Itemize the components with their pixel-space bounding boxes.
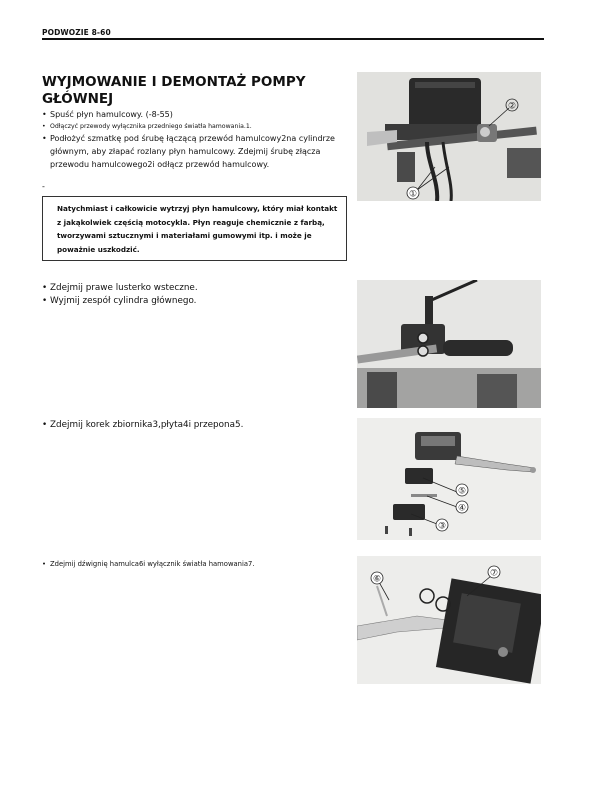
callout-7: ⑦ xyxy=(489,568,499,579)
step-remove-reservoir-cap: • Zdejmij korek zbiornika3,płyta4i przepona5. xyxy=(42,419,342,432)
section-title: WYJMOWANIE I DEMONTAŻ POMPY GŁÓWNEJ xyxy=(42,74,306,107)
photo-lever-switch xyxy=(357,556,541,684)
page-header: PODWOZIE 8-60 xyxy=(42,28,111,37)
photo-master-cylinder-hose xyxy=(357,72,541,201)
steps-group-2 xyxy=(42,282,342,308)
photo-reservoir-parts xyxy=(357,418,541,540)
callout-4: ④ xyxy=(457,503,467,514)
photo-handlebar-mirror xyxy=(357,280,541,408)
callout-5: ⑤ xyxy=(457,486,467,497)
steps-group-1 xyxy=(42,108,342,171)
step-remove-mirror: • Zdejmij prawe lusterko wsteczne. xyxy=(42,282,342,295)
callout-1: ① xyxy=(408,189,418,200)
step-remove-master-cylinder: • Wyjmij zespół cylindra głównego. xyxy=(42,295,342,308)
warning-text: Natychmiast i całkowicie wytrzyj płyn hamulcowy, który miał kontakt z jakąkolwiek częścią motocykla. Płyn reaguje chemicznie z farbą, tworzywami sztucznymi i materiałami gumowymi itp. i może je poważnie uszkodzić. xyxy=(57,204,338,254)
warning-box xyxy=(42,196,347,261)
step-remove-lever-switch: • Zdejmij dźwignię hamulca6i wyłącznik światła hamowania7. xyxy=(42,559,342,570)
step-disconnect-switch-wires: • Odłączyć przewody wyłącznika przedniego światła hamowania.1. xyxy=(42,121,342,132)
dash-separator: - xyxy=(42,182,45,191)
callout-2: ② xyxy=(507,101,517,112)
callout-3: ③ xyxy=(437,521,447,532)
steps-group-3 xyxy=(42,419,342,432)
steps-group-4 xyxy=(42,559,342,570)
step-drain-fluid: • Spuść płyn hamulcowy. (-8-55) xyxy=(42,108,342,121)
callout-6: ⑥ xyxy=(372,574,382,585)
step-remove-union-bolt: • Podłożyć szmatkę pod śrubę łączącą przewód hamulcowy2na cylindrze głównym, aby złapać rozlany płyn hamulcowy. Zdejmij śrubę złącza przewodu hamulcowego2i odłącz przewód hamulcowy. xyxy=(42,132,342,171)
header-rule xyxy=(42,38,544,40)
